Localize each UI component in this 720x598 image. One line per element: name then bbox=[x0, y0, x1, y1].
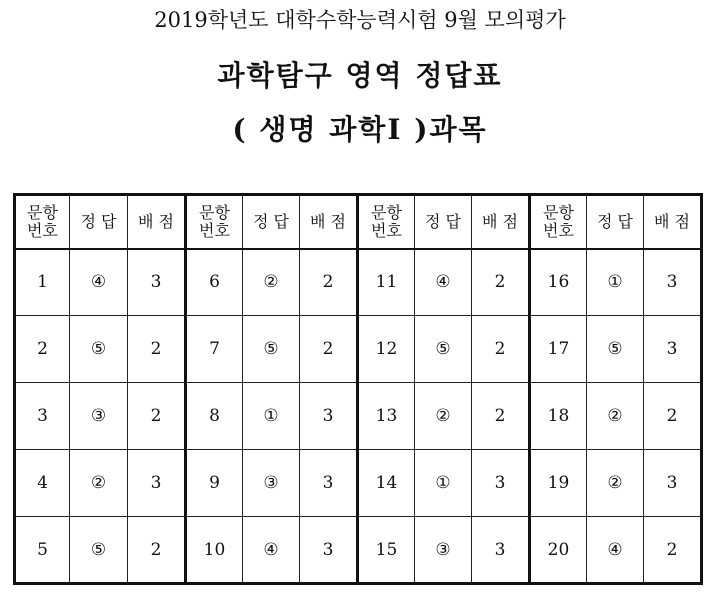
question-number: 16 bbox=[530, 249, 587, 316]
points-header: 배 점 bbox=[300, 195, 358, 249]
question-number-header: 문항 번호 bbox=[358, 195, 415, 249]
points-cell: 3 bbox=[644, 249, 702, 316]
answer-header: 정 답 bbox=[243, 195, 300, 249]
table-row bbox=[15, 517, 702, 584]
answer-key-table bbox=[13, 193, 703, 585]
table-row bbox=[15, 316, 702, 383]
answer-cell: ② bbox=[243, 249, 300, 316]
question-number: 2 bbox=[15, 316, 70, 383]
points-cell: 2 bbox=[644, 517, 702, 584]
points-cell: 3 bbox=[300, 383, 358, 450]
answer-cell: ④ bbox=[70, 249, 128, 316]
answer-cell: ④ bbox=[415, 249, 472, 316]
question-number: 9 bbox=[186, 450, 243, 517]
answer-cell: ② bbox=[415, 383, 472, 450]
question-number: 5 bbox=[15, 517, 70, 584]
points-cell: 3 bbox=[644, 450, 702, 517]
points-cell: 3 bbox=[472, 450, 530, 517]
points-cell: 3 bbox=[300, 517, 358, 584]
question-number: 14 bbox=[358, 450, 415, 517]
question-number: 20 bbox=[530, 517, 587, 584]
answer-header: 정 답 bbox=[587, 195, 644, 249]
points-cell: 3 bbox=[128, 249, 186, 316]
points-cell: 2 bbox=[128, 316, 186, 383]
question-number: 3 bbox=[15, 383, 70, 450]
exam-title: 2019학년도 대학수학능력시험 9월 모의평가 bbox=[154, 8, 566, 32]
question-number: 8 bbox=[186, 383, 243, 450]
table-row bbox=[15, 450, 702, 517]
question-number: 4 bbox=[15, 450, 70, 517]
question-number: 13 bbox=[358, 383, 415, 450]
points-header: 배 점 bbox=[472, 195, 530, 249]
question-number-header: 문항 번호 bbox=[15, 195, 70, 249]
points-header: 배 점 bbox=[128, 195, 186, 249]
question-number: 6 bbox=[186, 249, 243, 316]
points-cell: 3 bbox=[128, 450, 186, 517]
points-cell: 2 bbox=[472, 383, 530, 450]
points-cell: 3 bbox=[472, 517, 530, 584]
answer-cell: ⑤ bbox=[587, 316, 644, 383]
table-row bbox=[15, 383, 702, 450]
answer-cell: ⑤ bbox=[70, 316, 128, 383]
question-number: 12 bbox=[358, 316, 415, 383]
answer-cell: ① bbox=[243, 383, 300, 450]
points-cell: 2 bbox=[644, 383, 702, 450]
answer-cell: ⑤ bbox=[415, 316, 472, 383]
question-number: 18 bbox=[530, 383, 587, 450]
points-cell: 2 bbox=[300, 249, 358, 316]
question-number: 10 bbox=[186, 517, 243, 584]
answer-cell: ② bbox=[587, 383, 644, 450]
answer-header: 정 답 bbox=[415, 195, 472, 249]
question-number-header: 문항 번호 bbox=[186, 195, 243, 249]
answer-cell: ② bbox=[587, 450, 644, 517]
answer-cell: ④ bbox=[243, 517, 300, 584]
question-number: 11 bbox=[358, 249, 415, 316]
answer-cell: ⑤ bbox=[70, 517, 128, 584]
question-number: 1 bbox=[15, 249, 70, 316]
section-title: 과학탐구 영역 정답표 bbox=[217, 59, 503, 92]
question-number: 17 bbox=[530, 316, 587, 383]
subject-title: ( 생명 과학Ⅰ )과목 bbox=[232, 113, 488, 146]
answer-cell: ① bbox=[415, 450, 472, 517]
answer-cell: ④ bbox=[587, 517, 644, 584]
points-cell: 2 bbox=[128, 517, 186, 584]
points-cell: 2 bbox=[472, 316, 530, 383]
points-cell: 3 bbox=[644, 316, 702, 383]
answer-cell: ① bbox=[587, 249, 644, 316]
answer-cell: ⑤ bbox=[243, 316, 300, 383]
question-number-header: 문항 번호 bbox=[530, 195, 587, 249]
answer-cell: ③ bbox=[415, 517, 472, 584]
points-cell: 2 bbox=[128, 383, 186, 450]
points-cell: 2 bbox=[300, 316, 358, 383]
points-cell: 2 bbox=[472, 249, 530, 316]
answer-cell: ② bbox=[70, 450, 128, 517]
points-header: 배 점 bbox=[644, 195, 702, 249]
answer-cell: ③ bbox=[70, 383, 128, 450]
answer-cell: ③ bbox=[243, 450, 300, 517]
table-header-row bbox=[15, 195, 702, 249]
question-number: 19 bbox=[530, 450, 587, 517]
question-number: 7 bbox=[186, 316, 243, 383]
table-row bbox=[15, 249, 702, 316]
question-number: 15 bbox=[358, 517, 415, 584]
answer-header: 정 답 bbox=[70, 195, 128, 249]
points-cell: 3 bbox=[300, 450, 358, 517]
